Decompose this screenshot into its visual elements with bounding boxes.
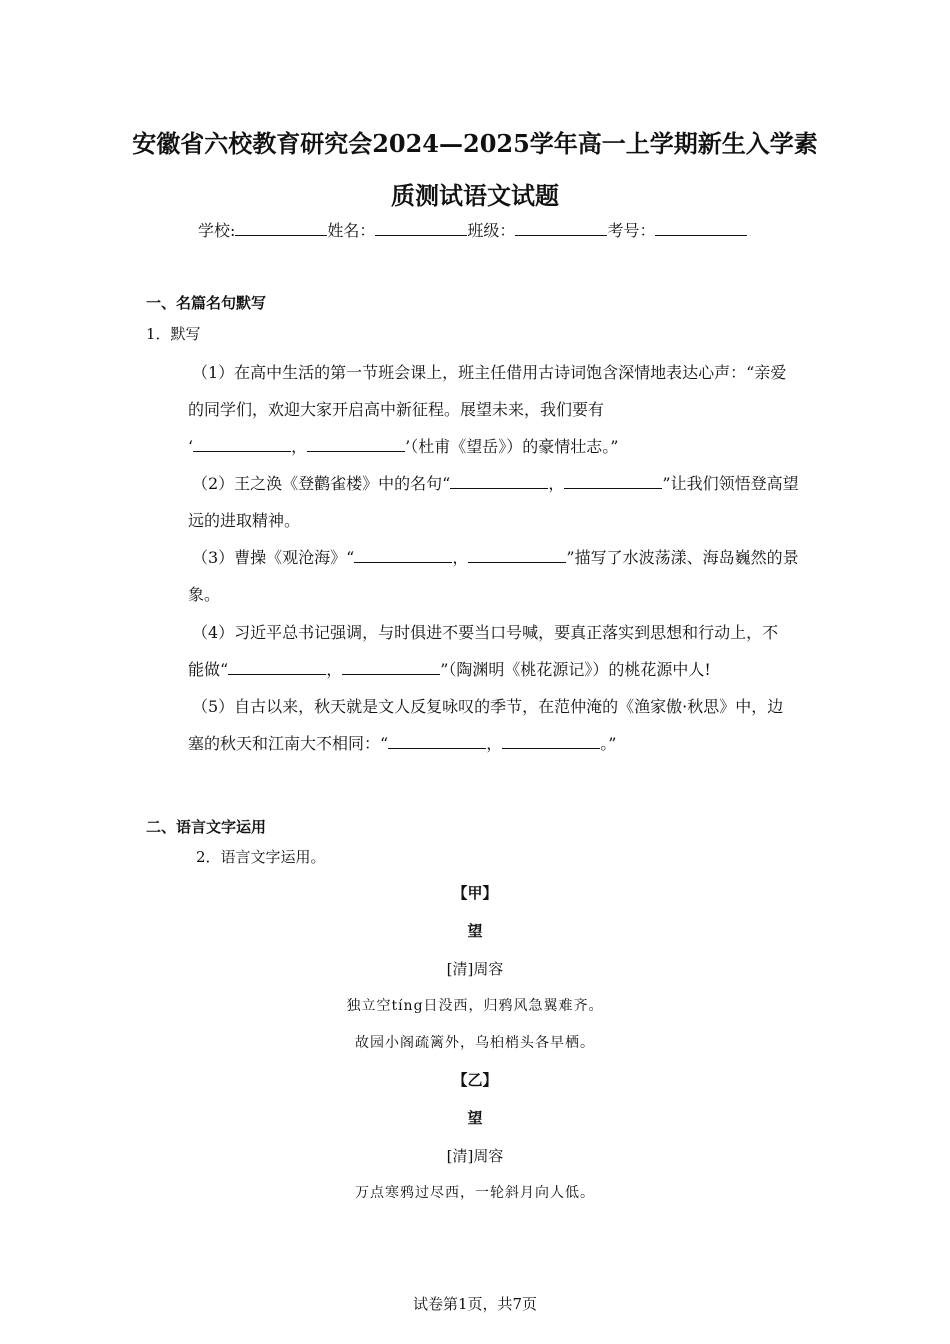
item-2-line-2: 远的进取精神。: [188, 511, 301, 530]
answer-blank[interactable]: [354, 548, 452, 563]
question-2-label: 2．语言文字运用。: [196, 848, 326, 866]
name-blank[interactable]: [375, 221, 467, 236]
item-5-line-1: （5）自古以来，秋天就是文人反复咏叹的季节，在范仲淹的《渔家傲·秋思》中，边: [192, 697, 784, 716]
section-1-heading: 一、名篇名句默写: [146, 294, 267, 312]
answer-blank[interactable]: [388, 734, 486, 749]
comma: ，: [291, 437, 308, 456]
school-label: 学校:: [198, 221, 236, 240]
student-info-row: [198, 218, 747, 241]
comma: ，: [486, 734, 503, 753]
answer-blank[interactable]: [228, 660, 326, 675]
item-4-text: 能做“: [188, 660, 229, 679]
item-5-text: 塞的秋天和江南大不相同：“: [188, 734, 389, 753]
comma: ，: [452, 548, 469, 567]
item-1-line-3: [188, 434, 618, 457]
poem-b-marker: 【乙】: [452, 1071, 498, 1089]
item-2-line-1: [192, 471, 799, 494]
item-2-text: （2）王之涣《登鹳雀楼》中的名句“: [192, 474, 451, 493]
answer-blank[interactable]: [468, 548, 566, 563]
class-blank[interactable]: [515, 221, 607, 236]
class-label: 班级：: [467, 221, 516, 240]
poem-a-line-1: 独立空tíng日没西，归鸦风急翼难齐。: [346, 998, 604, 1014]
poem-a-line-2: 故园小阁疏篱外，乌桕梢头各早栖。: [355, 1035, 595, 1051]
item-4-line-1: （4）习近平总书记强调，与时俱进不要当口号喊，要真正落实到思想和行动上，不: [192, 623, 779, 642]
exam-title-line-1: 安徽省六校教育研究会2024—2025学年高一上学期新生入学素: [132, 129, 818, 158]
open-quote: ‘: [188, 437, 194, 456]
comma: ，: [548, 474, 565, 493]
school-blank[interactable]: [235, 221, 327, 236]
item-4-tail: ”（陶渊明《桃花源记》）的桃花源中人!: [440, 660, 711, 679]
comma: ，: [326, 660, 343, 679]
item-2-tail: ”让我们领悟登高望: [662, 474, 799, 493]
poem-a-title: 望: [467, 922, 483, 940]
section-2-heading: 二、语言文字运用: [146, 818, 267, 836]
item-3-tail: ”描写了水波荡漾、海岛巍然的景: [566, 548, 799, 567]
item-3-line-2: 象。: [188, 585, 221, 604]
name-label: 姓名：: [327, 221, 376, 240]
poem-b-author: [清]周容: [446, 1147, 504, 1165]
item-3-line-1: [192, 545, 799, 568]
item-1-line-2: 的同学们，欢迎大家开启高中新征程。展望未来，我们要有: [188, 400, 605, 419]
poem-b-line-1: 万点寒鸦过尽西，一轮斜月向人低。: [355, 1185, 595, 1201]
page-footer: 试卷第1页，共7页: [412, 1295, 538, 1313]
exam-number-label: 考号：: [607, 221, 656, 240]
answer-blank[interactable]: [342, 660, 440, 675]
exam-number-blank[interactable]: [655, 221, 747, 236]
question-1-label: 1．默写: [146, 325, 201, 343]
item-5-tail: 。”: [600, 734, 617, 753]
exam-title-line-2: 质测试语文试题: [391, 181, 559, 210]
answer-blank[interactable]: [307, 437, 405, 452]
item-1-tail: ’（杜甫《望岳》）的豪情壮志。”: [405, 437, 619, 456]
poem-b-title: 望: [467, 1109, 483, 1127]
item-1-line-1: （1）在高中生活的第一节班会课上，班主任借用古诗词饱含深情地表达心声：“亲爱: [192, 363, 787, 382]
item-4-line-2: [188, 657, 711, 680]
answer-blank[interactable]: [193, 437, 291, 452]
poem-a-author: [清]周容: [446, 960, 504, 978]
item-5-line-2: [188, 731, 616, 754]
poem-a-marker: 【甲】: [452, 884, 498, 902]
answer-blank[interactable]: [564, 474, 662, 489]
item-3-text: （3）曹操《观沧海》“: [192, 548, 355, 567]
answer-blank[interactable]: [450, 474, 548, 489]
answer-blank[interactable]: [502, 734, 600, 749]
